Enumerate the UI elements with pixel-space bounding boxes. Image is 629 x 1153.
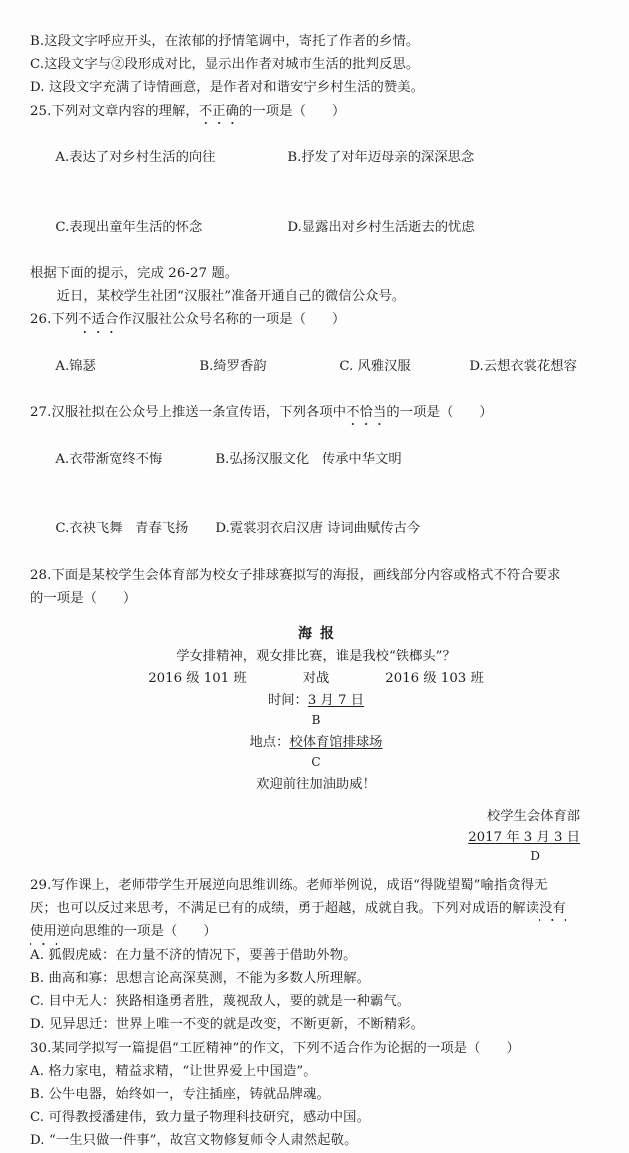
poster-sign-marker: D <box>530 849 540 864</box>
q26-stem-post: 作汉服社公众号名称的一项是（ ） <box>118 312 346 328</box>
q24-option-b: B.这段文字呼应开头，在浓郁的抒情笔调中，寄托了作者的乡情。 <box>30 34 420 49</box>
q30-option-a[interactable]: A. 格力家电，精益求精，“让世界爱上中国造”。 <box>30 1063 317 1079</box>
poster-match-row <box>30 668 602 690</box>
poster-signer: 校学生会体育部 <box>486 809 580 825</box>
q26-stem <box>30 308 602 331</box>
q27-stem <box>30 401 602 424</box>
poster-slogan: 学女排精神，观女排比赛，谁是我校“铁榔头”？ <box>176 649 456 665</box>
q25-stem-emphasis: 不正确 <box>199 100 239 123</box>
q29-option-a[interactable]: A. 狐假虎威：在力量不济的情况下，要善于借助外物。 <box>30 947 357 963</box>
poster-time-value: 3 月 7 日 <box>307 693 365 709</box>
q25-options-row-1 <box>30 123 602 193</box>
q2627-prompt: 根据下面的提示，完成 26-27 题。 <box>30 266 239 282</box>
q29-stem-line2 <box>30 897 602 920</box>
q28-stem-line2: 的一项是（ ） <box>30 590 137 606</box>
poster-team-right: 2016 级 103 班 <box>385 671 484 687</box>
poster-title: 海报 <box>298 626 342 643</box>
q29-stem-line3-post: 逆向思维的一项是（ ） <box>56 924 217 940</box>
q25-option-c[interactable]: C.表现出童年生活的怀念 <box>55 219 203 235</box>
q26-option-b[interactable]: B.绮罗香韵 <box>199 358 267 374</box>
poster-block <box>30 616 602 865</box>
poster-time-label: 时间： <box>267 693 308 709</box>
poster-team-left: 2016 级 101 班 <box>148 671 247 687</box>
q24-option-d: D. 这段文字充满了诗情画意，是作者对和谐安宁乡村生活的赞美。 <box>30 80 425 96</box>
q25-option-a[interactable]: A.表达了对乡村生活的向往 <box>55 150 216 166</box>
poster-versus: 对战 <box>302 671 330 687</box>
q26-option-a[interactable]: A.锦瑟 <box>55 358 96 374</box>
q29-stem-emphasis-1: 没有 <box>539 897 566 920</box>
q26-stem-emphasis: 不适合 <box>78 308 118 331</box>
q29-stem-emphasis-2: 使用 <box>30 920 57 943</box>
q25-stem-pre: 25.下列对文章内容的理解， <box>30 103 199 119</box>
q25-option-b[interactable]: B.抒发了对年迈母亲的深深思念 <box>287 150 475 166</box>
q27-option-b[interactable]: B.弘扬汉服文化 传承中华文明 <box>215 451 402 467</box>
q29-option-b[interactable]: B. 曲高和寡：思想言论高深莫测，不能为多数人所理解。 <box>30 970 371 986</box>
q30-option-b[interactable]: B. 公牛电器，始终如一，专注插座，铸就品牌魂。 <box>30 1086 330 1102</box>
q29-stem-line2-pre: 厌；也可以反过来思考，不满足已有的成绩，勇于超越，成就自我。下列对成语的解读 <box>30 901 540 917</box>
q30-stem: 30.某同学拟写一篇提倡“工匠精神”的作文，下列不适合作为论据的一项是（ ） <box>30 1040 520 1056</box>
q27-stem-pre: 27.汉服社拟在公众号上推送一条宣传语，下列各项中 <box>30 405 347 421</box>
q27-stem-post: 的一项是（ ） <box>386 405 493 421</box>
q25-option-d[interactable]: D.显露出对乡村生活逝去的忧虑 <box>287 219 475 235</box>
q29-option-d[interactable]: D. 见异思迁：世界上唯一不变的就是改变，不断更新，不断精彩。 <box>30 1017 425 1033</box>
q30-option-d[interactable]: D. “一生只做一件事”，故宫文物修复师令人肃然起敬。 <box>30 1133 358 1149</box>
poster-place-marker: C <box>311 755 321 770</box>
q29-stem-line3 <box>30 920 602 943</box>
q29-stem-line1: 29.写作课上，老师带学生开展逆向思维训练。老师举例说，成语“得陇望蜀”喻指贪得无 <box>30 878 548 894</box>
poster-place-label: 地点： <box>249 735 290 751</box>
q27-option-c[interactable]: C.衣袂飞舞 青春飞扬 <box>55 521 189 537</box>
q25-stem-post: 的一项是（ ） <box>239 103 346 119</box>
q27-option-d[interactable]: D.霓裳羽衣启汉唐 诗词曲赋传古今 <box>215 521 421 537</box>
q30-option-c[interactable]: C. 可得教授潘建伟，致力量子物理科技研究，感动中国。 <box>30 1110 370 1126</box>
poster-time-row <box>30 690 602 712</box>
q28-stem-line1: 28.下面是某校学生会体育部为校女子排球赛拟写的海报，画线部分内容或格式不符合要求 <box>30 567 561 583</box>
q26-option-c[interactable]: C. 风雅汉服 <box>339 358 411 374</box>
poster-place-row <box>30 732 602 754</box>
q27-options-row-2 <box>30 494 602 564</box>
poster-welcome: 欢迎前往加油助威！ <box>256 777 376 793</box>
q25-options-row-2 <box>30 192 602 262</box>
poster-signature-block <box>30 806 602 865</box>
q26-option-d[interactable]: D.云想衣裳花想容 <box>469 358 577 374</box>
q24-option-c: C.这段文字与②段形成对比，显示出作者对城市生活的批判反思。 <box>30 57 420 73</box>
page-content <box>30 30 602 1153</box>
q27-options-row-1 <box>30 424 602 494</box>
poster-place-value: 校体育馆排球场 <box>289 735 383 751</box>
q2627-material: 近日，某校学生社团“汉服社”准备开通自己的微信公众号。 <box>56 289 406 305</box>
q26-options-row <box>30 332 602 402</box>
poster-time-marker: B <box>311 713 321 728</box>
poster-sign-date: 2017 年 3 月 3 日 <box>468 830 580 846</box>
q27-option-a[interactable]: A.衣带渐宽终不悔 <box>55 451 163 467</box>
q25-stem <box>30 100 602 123</box>
q27-stem-emphasis: 不恰当 <box>346 401 386 424</box>
q26-stem-pre: 26.下列 <box>30 312 79 328</box>
q29-option-c[interactable]: C. 目中无人：狭路相逢勇者胜，蔑视敌人，要的就是一种霸气。 <box>30 994 411 1010</box>
